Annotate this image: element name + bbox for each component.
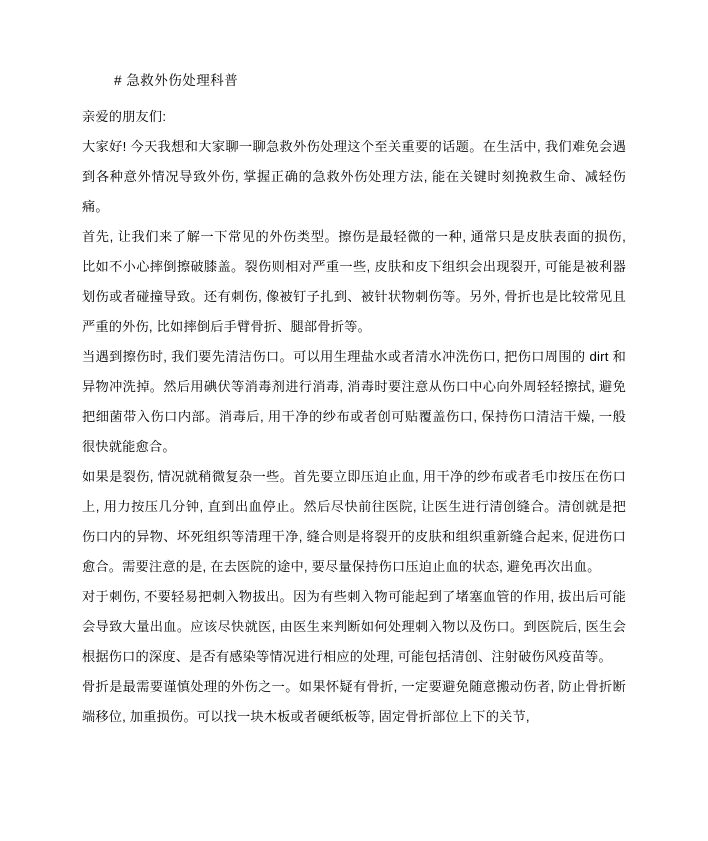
paragraph: 首先, 让我们来了解一下常见的外伤类型。擦伤是最轻微的一种, 通常只是皮肤表面的损伤, 比如不小心摔倒擦破膝盖。裂伤则相对严重一些, 皮肤和皮下组织会出现裂开, 可能是被利器划伤或者碰撞导致。还有刺伤, 像被钉子扎到、被针状物刺伤等。另外, 骨折也是比较常见且严重的外伤, 比如摔倒后手臂骨折、腿部骨折等。 [82,229,626,334]
paragraph: 亲爱的朋友们: [82,109,167,124]
paragraph: 对于刺伤, 不要轻易把刺入物拔出。因为有些刺入物可能起到了堵塞血管的作用, 拔出后可能会导致大量出血。应该尽快就医, 由医生来判断如何处理刺入物以及伤口。到医院后, 医生会根据伤口的深度、是否有感染等情况进行相应的处理, 可能包括清创、注射破伤风疫苗等。 [82,589,626,664]
paragraph: 大家好! 今天我想和大家聊一聊急救外伤处理这个至关重要的话题。在生活中, 我们难免会遇到各种意外情况导致外伤, 掌握正确的急救外伤处理方法, 能在关键时刻挽救生命、减轻伤痛。 [82,139,626,214]
paragraph: 如果是裂伤, 情况就稍微复杂一些。首先要立即压迫止血, 用干净的纱布或者毛巾按压在伤口上, 用力按压几分钟, 直到出血停止。然后尽快前往医院, 让医生进行清创缝合。清创就是把伤口内的异物、坏死组织等清理干净, 缝合则是将裂开的皮肤和组织重新缝合起来, 促进伤口愈合。需要注意的是, 在去医院的途中, 要尽量保持伤口压迫止血的状态, 避免再次出血。 [82,469,626,574]
page-title: # 急救外伤处理科普 [114,73,239,88]
paragraph: 骨折是最需要谨慎处理的外伤之一。如果怀疑有骨折, 一定要避免随意搬动伤者, 防止骨折断端移位, 加重损伤。可以找一块木板或者硬纸板等, 固定骨折部位上下的关节, [82,679,626,724]
paragraph: 当遇到擦伤时, 我们要先清洁伤口。可以用生理盐水或者清水冲洗伤口, 把伤口周围的 dirt 和异物冲洗掉。然后用碘伏等消毒剂进行消毒, 消毒时要注意从伤口中心向外周轻轻擦拭, 避免把细菌带入伤口内部。消毒后, 用干净的纱布或者创可贴覆盖伤口, 保持伤口清洁干燥, 一般很快就能愈合。 [82,349,626,454]
